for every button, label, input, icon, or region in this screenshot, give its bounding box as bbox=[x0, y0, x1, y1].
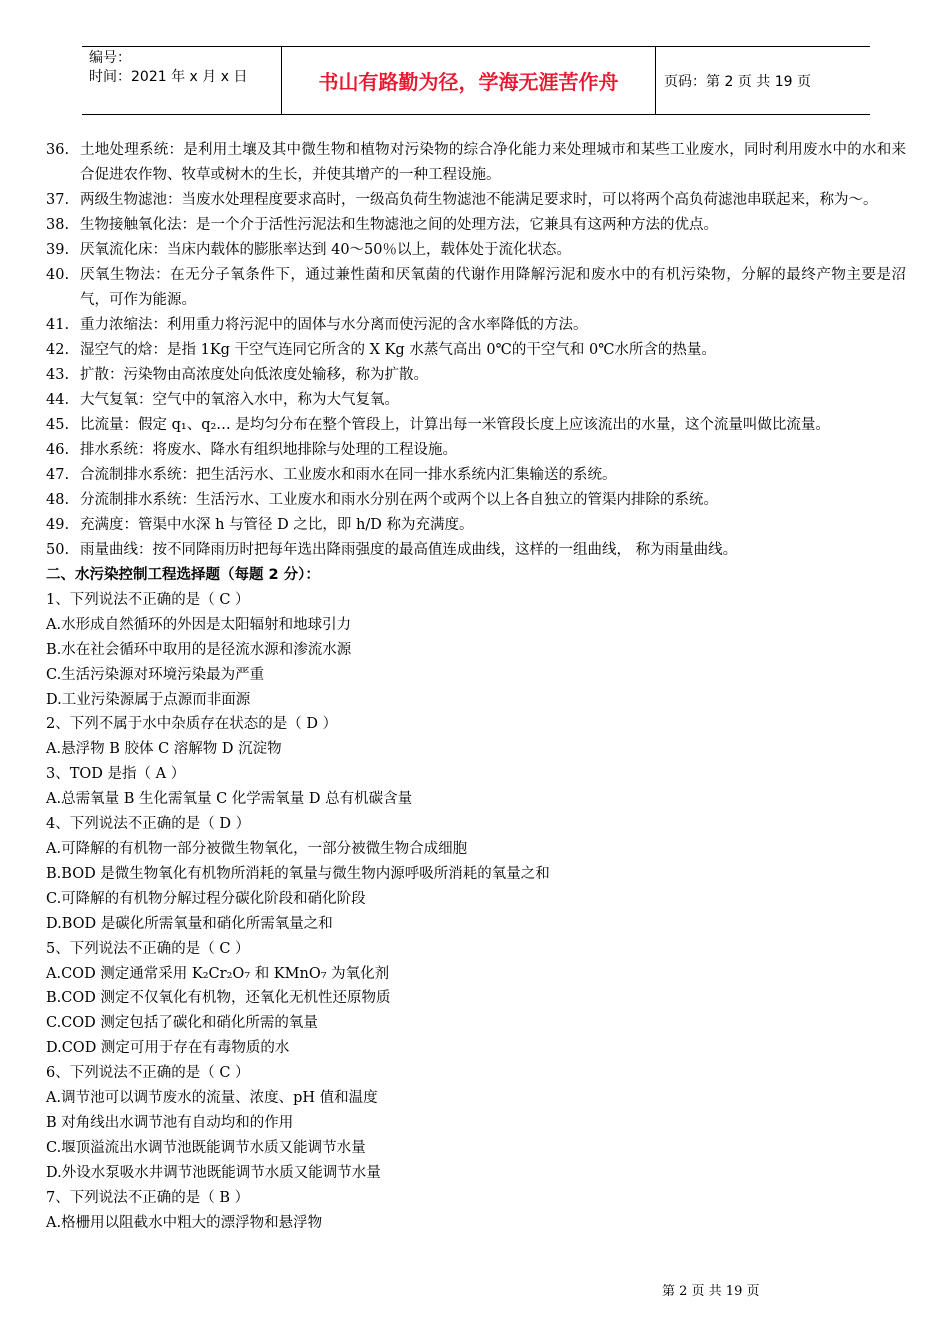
page-header bbox=[82, 46, 870, 115]
definition-item bbox=[46, 188, 906, 213]
item-number: 41. bbox=[46, 317, 70, 333]
question-line: B 对角线出水调节池有自动均和的作用 bbox=[46, 1114, 294, 1131]
item-number: 42. bbox=[46, 342, 70, 358]
question-line: D.BOD 是碳化所需氧量和硝化所需氧量之和 bbox=[46, 915, 333, 932]
header-info bbox=[82, 47, 282, 114]
item-number: 44. bbox=[46, 392, 70, 408]
question-line: C.生活污染源对环境污染最为严重 bbox=[46, 666, 265, 683]
item-text: 生物接触氧化法：是一个介于活性污泥法和生物滤池之间的处理方法，它兼具有这两种方法的优点。 bbox=[80, 217, 718, 233]
item-number: 46. bbox=[46, 442, 70, 458]
time-label: 时间：2021 年 x 月 x 日 bbox=[89, 69, 248, 85]
item-text: 合流制排水系统：把生活污水、工业废水和雨水在同一排水系统内汇集输送的系统。 bbox=[80, 467, 617, 483]
question-line: B.BOD 是微生物氧化有机物所消耗的氧量与微生物内源呼吸所消耗的氧量之和 bbox=[46, 865, 550, 882]
item-text: 分流制排水系统：生活污水、工业废水和雨水分别在两个或两个以上各自独立的管渠内排除的系统。 bbox=[80, 492, 718, 508]
item-number: 43. bbox=[46, 367, 70, 383]
definition-item bbox=[46, 538, 906, 563]
item-text: 湿空气的焓：是指 1Kg 干空气连同它所含的 X Kg 水蒸气高出 0℃的干空气和 0℃水所含的热量。 bbox=[80, 342, 716, 358]
definition-list bbox=[46, 138, 906, 563]
item-text: 厌氧流化床：当床内载体的膨胀率达到 40～50％以上，载体处于流化状态。 bbox=[80, 242, 572, 258]
question-line: 4、下列说法不正确的是（ D ） bbox=[46, 816, 251, 833]
definition-item bbox=[46, 338, 906, 363]
definition-item bbox=[46, 238, 906, 263]
question-line: D.工业污染源属于点源而非面源 bbox=[46, 691, 251, 708]
question-line: A.总需氧量 B 生化需氧量 C 化学需氧量 D 总有机碳含量 bbox=[46, 791, 413, 808]
question-line: 2、下列不属于水中杂质存在状态的是（ D ） bbox=[46, 716, 338, 733]
item-number: 38. bbox=[46, 217, 70, 233]
item-text: 重力浓缩法：利用重力将污泥中的固体与水分离而使污泥的含水率降低的方法。 bbox=[80, 317, 588, 333]
item-text: 排水系统：将废水、降水有组织地排除与处理的工程设施。 bbox=[80, 442, 457, 458]
page-footer: 第 2 页 共 19 页 bbox=[662, 1284, 760, 1299]
definition-item bbox=[46, 138, 906, 188]
item-number: 45. bbox=[46, 417, 70, 433]
question-line: A.悬浮物 B 胶体 C 溶解物 D 沉淀物 bbox=[46, 741, 282, 758]
question-line: 7、下列说法不正确的是（ B ） bbox=[46, 1189, 250, 1206]
question-line: A.调节池可以调节废水的流量、浓度、pH 值和温度 bbox=[46, 1090, 378, 1107]
question-line: D.COD 测定可用于存在有毒物质的水 bbox=[46, 1040, 290, 1057]
item-number: 39. bbox=[46, 242, 70, 258]
definition-item bbox=[46, 213, 906, 238]
item-text: 充满度：管渠中水深 h 与管径 D 之比，即 h/D 称为充满度。 bbox=[80, 517, 474, 533]
question-line: A.可降解的有机物一部分被微生物氧化，一部分被微生物合成细胞 bbox=[46, 840, 468, 857]
question-line: 1、下列说法不正确的是（ C ） bbox=[46, 591, 250, 608]
item-number: 40. bbox=[46, 267, 70, 283]
definition-item bbox=[46, 438, 906, 463]
item-number: 48. bbox=[46, 492, 70, 508]
section-title: 二、水污染控制工程选择题（每题 2 分）： bbox=[46, 567, 320, 583]
item-text: 扩散：污染物由高浓度处向低浓度处输移，称为扩散。 bbox=[80, 367, 428, 383]
item-text: 大气复氧：空气中的氧溶入水中，称为大气复氧。 bbox=[80, 392, 399, 408]
question-line: A.COD 测定通常采用 K₂Cr₂O₇ 和 KMnO₇ 为氧化剂 bbox=[46, 965, 390, 982]
item-text: 比流量：假定 q₁、q₂… 是均匀分布在整个管段上，计算出每一米管段长度上应该流出的水量，这个流量叫做比流量。 bbox=[80, 417, 830, 433]
item-number: 37. bbox=[46, 192, 70, 208]
definition-item bbox=[46, 388, 906, 413]
item-number: 49. bbox=[46, 517, 70, 533]
question-line: B.水在社会循环中取用的是径流水源和渗流水源 bbox=[46, 641, 352, 658]
item-number: 36. bbox=[46, 142, 70, 158]
question-line: C.可降解的有机物分解过程分碳化阶段和硝化阶段 bbox=[46, 890, 366, 907]
header-motto: 书山有路勤为径，学海无涯苦作舟 bbox=[282, 47, 656, 114]
item-text: 雨量曲线：按不同降雨历时把每年选出降雨强度的最高值连成曲线，这样的一组曲线， 称为雨量曲线。 bbox=[80, 542, 738, 558]
question-line: C.堰顶溢流出水调节池既能调节水质又能调节水量 bbox=[46, 1139, 366, 1156]
item-number: 47. bbox=[46, 467, 70, 483]
question-line: 5、下列说法不正确的是（ C ） bbox=[46, 940, 250, 957]
question-line: C.COD 测定包括了碳化和硝化所需的氧量 bbox=[46, 1015, 318, 1032]
question-line: 6、下列说法不正确的是（ C ） bbox=[46, 1065, 250, 1082]
number-label: 编号： bbox=[89, 50, 131, 66]
question-line: A.格栅用以阻截水中粗大的漂浮物和悬浮物 bbox=[46, 1214, 323, 1231]
header-page-info: 页码：第 2 页 共 19 页 bbox=[664, 73, 811, 90]
question-line: D.外设水泵吸水井调节池既能调节水质又能调节水量 bbox=[46, 1164, 381, 1181]
question-line: B.COD 测定不仅氧化有机物，还氧化无机性还原物质 bbox=[46, 990, 391, 1007]
definition-item bbox=[46, 363, 906, 388]
definition-item bbox=[46, 263, 906, 313]
document-body bbox=[46, 138, 906, 1235]
definition-item bbox=[46, 313, 906, 338]
definition-item bbox=[46, 463, 906, 488]
question-list bbox=[46, 588, 906, 1236]
item-number: 50. bbox=[46, 542, 70, 558]
definition-item bbox=[46, 513, 906, 538]
item-text: 两级生物滤池：当废水处理程度要求高时，一级高负荷生物滤池不能满足要求时，可以将两个高负荷滤池串联起来，称为～。 bbox=[80, 192, 878, 208]
question-line: 3、TOD 是指（ A ） bbox=[46, 766, 186, 783]
definition-item bbox=[46, 488, 906, 513]
item-text: 土地处理系统：是利用土壤及其中微生物和植物对污染物的综合净化能力来处理城市和某些工业废水，同时利用废水中的水和来合促进农作物、牧草或树木的生长，并使其增产的一种工程设施。 bbox=[80, 142, 906, 183]
question-line: A.水形成自然循环的外因是太阳辐射和地球引力 bbox=[46, 616, 352, 633]
item-text: 厌氧生物法：在无分子氧条件下，通过兼性菌和厌氧菌的代谢作用降解污泥和废水中的有机污染物，分解的最终产物主要是沼气，可作为能源。 bbox=[80, 267, 906, 308]
definition-item bbox=[46, 413, 906, 438]
